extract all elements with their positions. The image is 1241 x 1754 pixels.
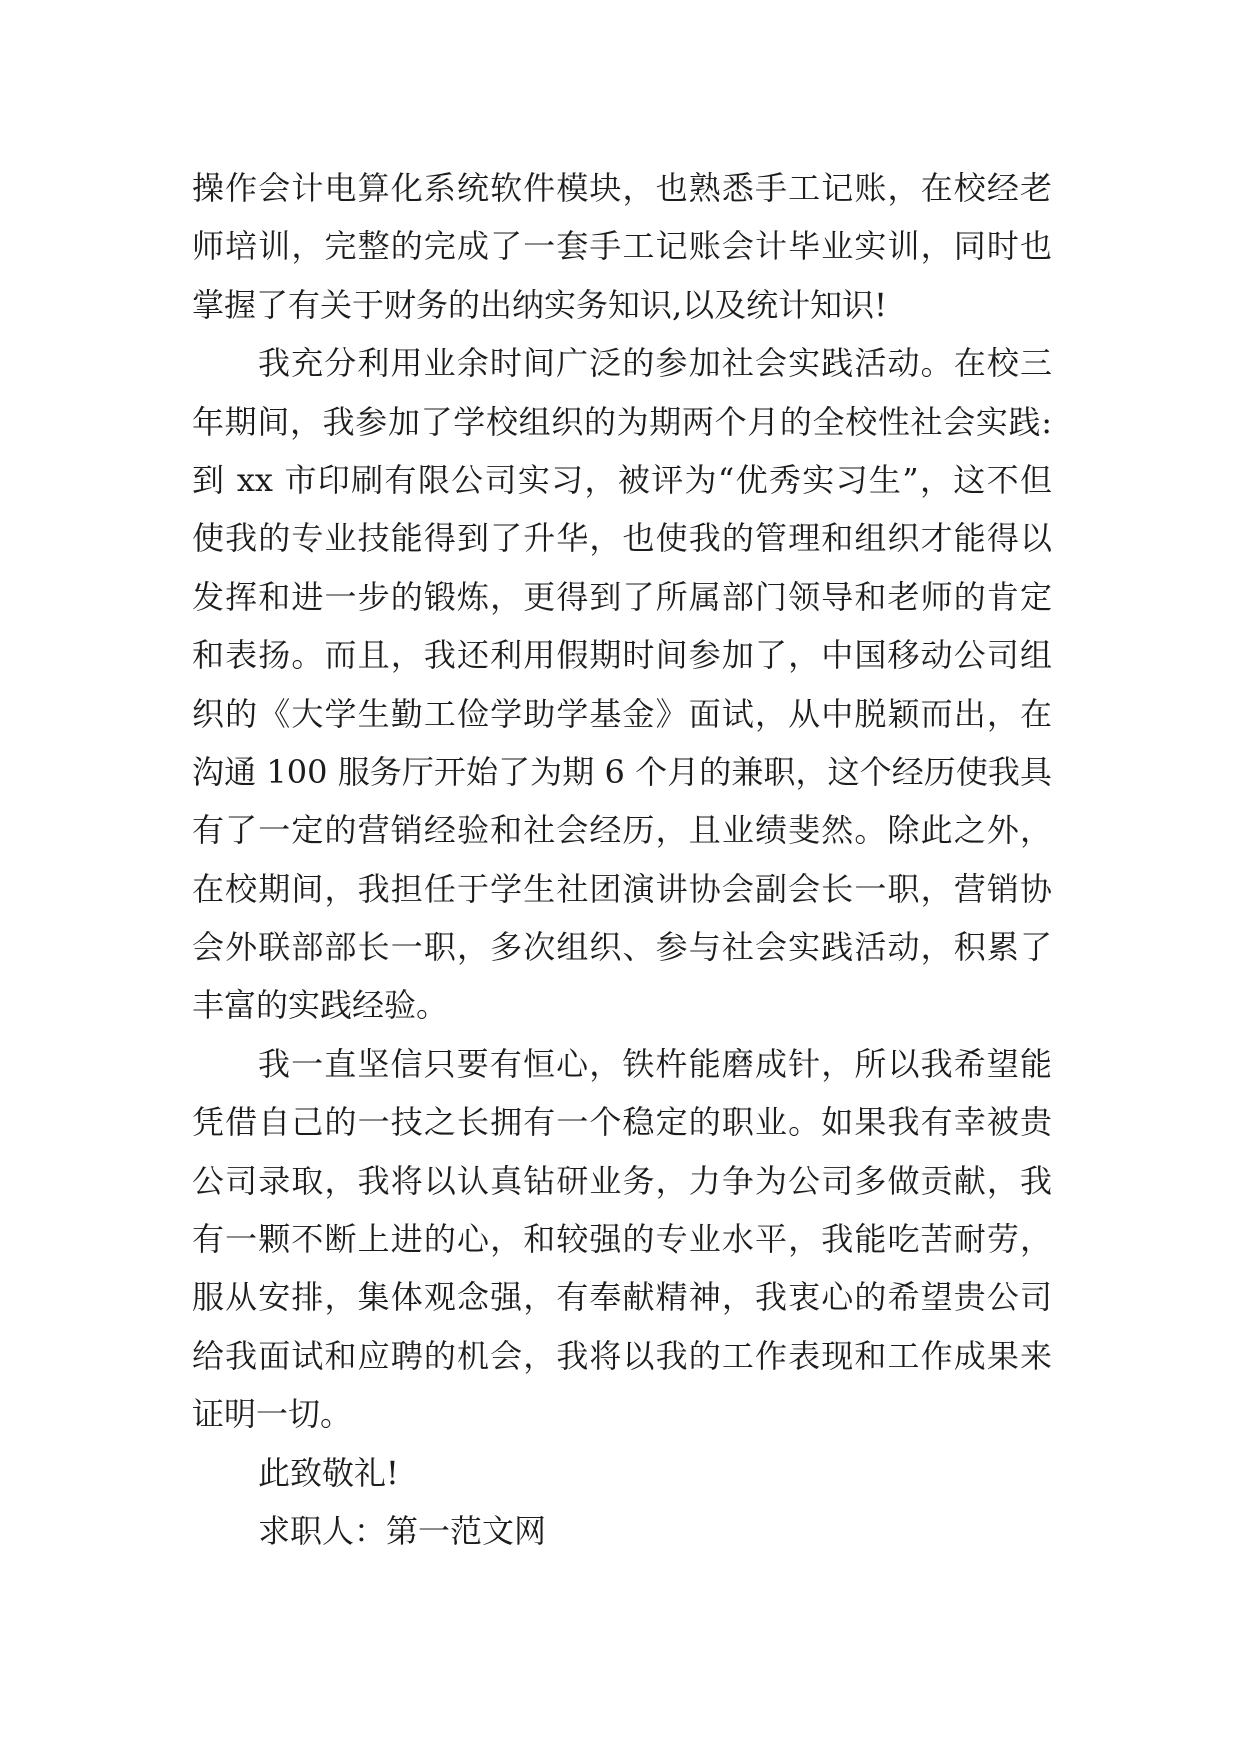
signature-line: 求职人：第一范文网	[258, 1511, 547, 1550]
text-line: 会外联部部长一职，多次组织、参与社会实践活动，积累了	[192, 928, 1052, 967]
letter-body	[192, 159, 1052, 1560]
text-line: 到 xx 市印刷有限公司实习，被评为“优秀实习生”，这不但	[192, 460, 1052, 499]
text-line: 操作会计电算化系统软件模块，也熟悉手工记账，在校经老	[192, 169, 1052, 207]
paragraph-practice-experience	[192, 334, 1052, 1035]
salutation	[192, 1444, 1052, 1502]
text-line: 凭借自己的一技之长拥有一个稳定的职业。如果我有幸被贵	[192, 1103, 1052, 1142]
text-line: 我一直坚信只要有恒心，铁杵能磨成针，所以我希望能	[258, 1044, 1052, 1083]
text-line: 沟通 100 服务厅开始了为期 6 个月的兼职，这个经历使我具	[192, 752, 1052, 791]
text-line: 服从安排，集体观念强，有奉献精神，我衷心的希望贵公司	[192, 1278, 1052, 1317]
text-line: 我充分利用业余时间广泛的参加社会实践活动。在校三	[258, 344, 1052, 383]
signature	[192, 1502, 1052, 1560]
text-line: 丰富的实践经验。	[192, 986, 449, 1025]
text-line: 掌握了有关于财务的出纳实务知识,以及统计知识!	[192, 285, 888, 324]
text-line: 有了一定的营销经验和社会经历，且业绩斐然。除此之外，	[192, 811, 1052, 850]
text-line: 织的《大学生勤工俭学助学基金》面试，从中脱颖而出，在	[192, 694, 1052, 733]
text-line: 和表扬。而且，我还利用假期时间参加了，中国移动公司组	[192, 636, 1052, 675]
text-line: 使我的专业技能得到了升华，也使我的管理和组织才能得以	[192, 519, 1052, 558]
text-line: 年期间，我参加了学校组织的为期两个月的全校性社会实践:	[192, 402, 1052, 441]
paragraph-closing-statement	[192, 1035, 1052, 1444]
salutation-line: 此致敬礼!	[258, 1453, 399, 1492]
text-line: 证明一切。	[192, 1395, 353, 1434]
text-line: 给我面试和应聘的机会，我将以我的工作表现和工作成果来	[192, 1336, 1052, 1375]
text-line: 有一颗不断上进的心，和较强的专业水平，我能吃苦耐劳，	[192, 1220, 1052, 1259]
text-line: 在校期间，我担任于学生社团演讲协会副会长一职，营销协	[192, 869, 1052, 908]
paragraph-skills-continuation	[192, 159, 1052, 334]
text-line: 师培训，完整的完成了一套手工记账会计毕业实训，同时也	[192, 227, 1052, 266]
text-line: 公司录取，我将以认真钻研业务，力争为公司多做贡献，我	[192, 1161, 1052, 1200]
text-line: 发挥和进一步的锻炼，更得到了所属部门领导和老师的肯定	[192, 577, 1052, 616]
